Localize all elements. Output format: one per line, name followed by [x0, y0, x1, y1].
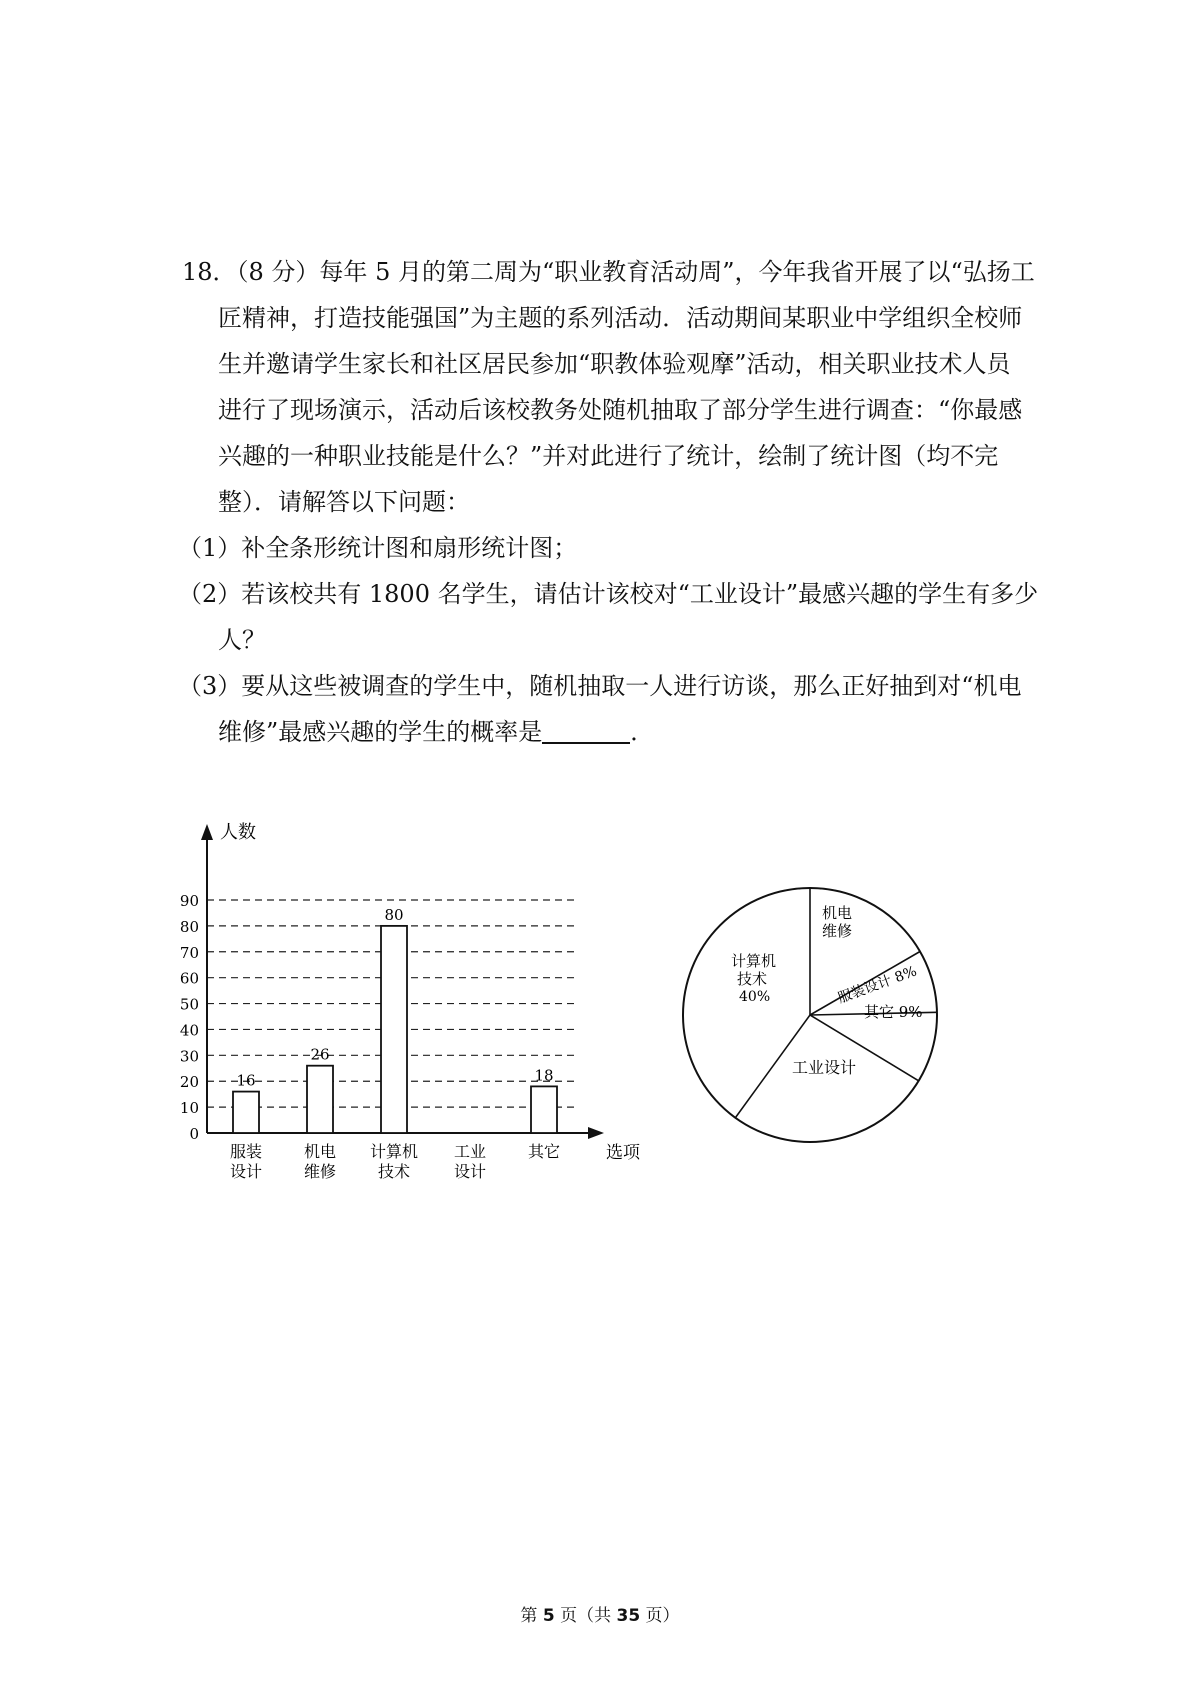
question-3-text: 维修”最感兴趣的学生的概率是 — [218, 718, 543, 746]
pie-label-jisuanji-2: 技术 — [737, 970, 768, 988]
x-axis-arrow-icon — [588, 1127, 604, 1139]
pie-label-fuzhuang: 服装设计 8% — [835, 963, 920, 1007]
y-tick-label: 0 — [189, 1125, 199, 1143]
bar-value-label: 80 — [384, 905, 404, 924]
x-tick-label-line2: 维修 — [303, 1162, 337, 1181]
y-tick-label: 80 — [179, 917, 199, 936]
footer-total-pages: 35 — [616, 1606, 641, 1626]
y-tick-label: 60 — [179, 969, 199, 988]
bar-value-label: 26 — [310, 1045, 330, 1064]
y-tick-labels — [180, 892, 199, 1143]
x-tick-label: 其它 — [527, 1142, 561, 1161]
y-tick-label: 50 — [179, 995, 199, 1014]
y-tick-label: 90 — [179, 892, 199, 910]
pie-label-jisuanji-1: 计算机 — [731, 952, 777, 970]
pie-label-jidian-1: 机电 — [822, 904, 853, 922]
y-tick-label: 40 — [179, 1021, 199, 1040]
y-tick-label: 10 — [179, 1099, 199, 1118]
question-2-line-1: （2）若该校共有 1800 名学生，请估计该校对“工业设计”最感兴趣的学生有多少 — [178, 580, 1039, 608]
x-axis-title: 选项 — [606, 1143, 640, 1163]
problem-line-2: 匠精神，打造技能强国”为主题的系列活动．活动期间某职业中学组织全校师 — [218, 304, 1023, 332]
bar — [307, 1066, 333, 1133]
x-tick-label: 计算机 — [369, 1142, 419, 1161]
y-axis-arrow-icon — [201, 824, 213, 840]
x-tick-labels — [230, 1142, 560, 1181]
problem-line-3: 生并邀请学生家长和社区居民参加“职教体验观摩”活动，相关职业技术人员 — [218, 350, 1011, 378]
bar-value-label: 16 — [236, 1071, 256, 1090]
problem-line-4: 进行了现场演示，活动后该校教务处随机抽取了部分学生进行调查：“你最感 — [218, 396, 1023, 424]
bars — [233, 906, 557, 1133]
pie-chart — [683, 888, 937, 1142]
y-tick-label: 20 — [179, 1073, 199, 1092]
pie-label-jisuanji-3: 40% — [739, 989, 771, 1005]
bar — [381, 926, 407, 1133]
footer-suffix: 页） — [640, 1606, 680, 1626]
pie-label-qita: 其它 9% — [864, 1003, 923, 1021]
footer-page-number: 5 — [542, 1606, 555, 1626]
y-tick-label: 30 — [179, 1047, 199, 1066]
bar-value-label: 18 — [534, 1066, 554, 1085]
problem-line-1: 18．（8 分）每年 5 月的第二周为“职业教育活动周”，今年我省开展了以“弘扬工 — [182, 258, 1035, 286]
x-tick-label-line2: 设计 — [453, 1162, 487, 1181]
y-axis-title: 人数 — [220, 822, 256, 843]
x-tick-label: 服装 — [229, 1142, 263, 1161]
pie-label-gongye: 工业设计 — [792, 1058, 857, 1077]
x-tick-label: 机电 — [303, 1142, 337, 1161]
problem-line-5: 兴趣的一种职业技能是什么？”并对此进行了统计，绘制了统计图（均不完 — [218, 442, 999, 470]
bar — [233, 1092, 259, 1133]
question-1: （1）补全条形统计图和扇形统计图； — [178, 534, 578, 562]
x-tick-label-line2: 技术 — [377, 1162, 411, 1181]
question-2-line-2: 人？ — [218, 626, 266, 654]
footer-prefix: 第 — [520, 1606, 543, 1626]
x-tick-label: 工业 — [453, 1142, 487, 1161]
question-3-end: ． — [630, 718, 655, 746]
pie-label-jidian-2: 维修 — [822, 922, 853, 940]
problem-line-6: 整）．请解答以下问题： — [218, 488, 470, 516]
bar — [531, 1086, 557, 1133]
page-footer — [0, 1606, 1200, 1626]
y-tick-label: 70 — [179, 943, 199, 962]
bar-chart — [180, 822, 641, 1181]
x-tick-label-line2: 设计 — [229, 1162, 263, 1181]
footer-middle: 页（共 — [554, 1606, 617, 1626]
question-3-line-1: （3）要从这些被调查的学生中，随机抽取一人进行访谈，那么正好抽到对“机电 — [178, 672, 1022, 700]
